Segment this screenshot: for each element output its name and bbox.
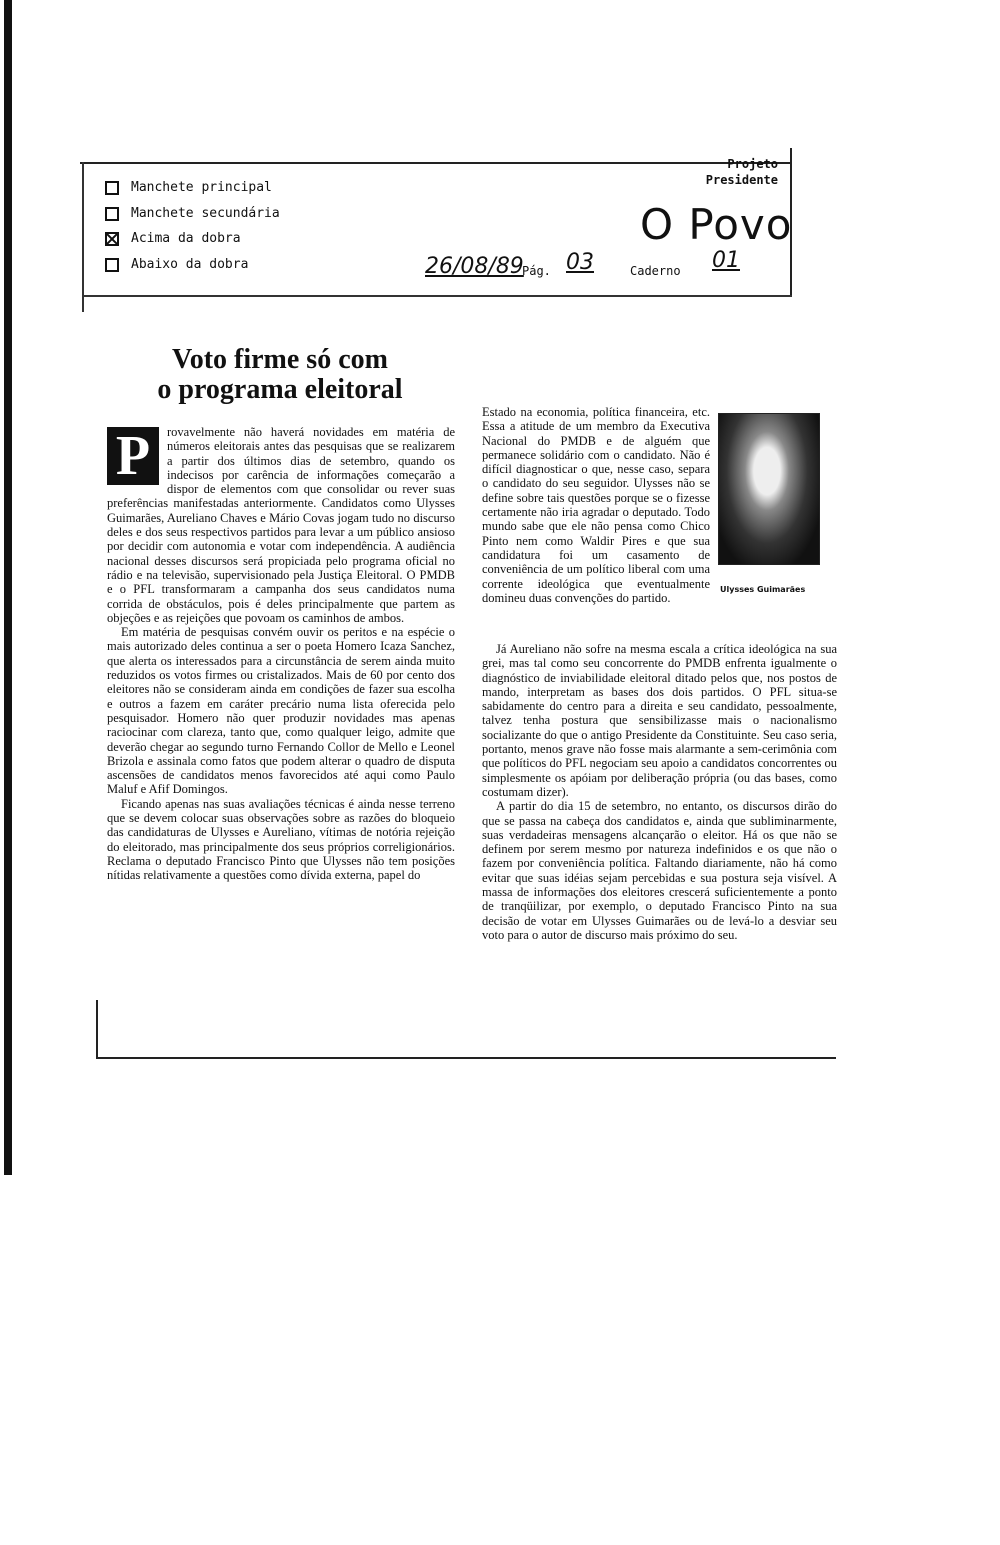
drop-cap: P bbox=[107, 427, 159, 485]
checkbox-icon bbox=[105, 181, 119, 195]
option-manchete-secundaria bbox=[105, 206, 280, 221]
option-acima-da-dobra bbox=[105, 231, 241, 246]
project-line-2: Presidente bbox=[705, 173, 778, 187]
ulysses-photo bbox=[718, 413, 820, 565]
page-label: Pág. bbox=[522, 264, 551, 278]
newspaper-name: O Povo bbox=[640, 200, 793, 249]
paragraph: Ficando apenas nas suas avaliações técnicas é ainda nesse terreno que se devem colocar suas observações sobre as razões do bloqueio das candidaturas de Ulysses e Aureliano, vítimas de notória rejeição do eleitorado, mas principalmente dos seus próprios correligionários. Reclama o deputado Francisco Pinto que Ulysses não tem posições nítidas relativamente a questões como dívida externa, papel do bbox=[107, 796, 455, 883]
project-line-1: Projeto bbox=[727, 157, 778, 171]
page-value: 03 bbox=[566, 250, 594, 275]
option-label: Manchete principal bbox=[131, 180, 272, 195]
stamp-border-left bbox=[82, 162, 84, 312]
option-abaixo-da-dobra bbox=[105, 257, 248, 272]
checked-checkbox-icon bbox=[105, 232, 119, 246]
stamp-border-bottom bbox=[82, 295, 792, 297]
paragraph: A partir do dia 15 de setembro, no entanto, os discursos dirão do que se passa na cabeça dos candidatos e, ainda que subliminarmente, suas verdadeiras mensagens alcançarão o eleitor. Há os que não se definem por serem mesmo por natureza indefinidos e os que não o fazem por conveniência política. Faltando diariamente, não há como evitar que suas idéias sejam percebidas e sua postura seja visível. A massa de informações dos eleitores crescerá suficientemente a ponto de tranqüilizar, por exemplo, o deputado Francisco Pinto na sua decisão de votar em Ulysses Guimarães ou de levá-lo a desviar seu voto para o autor de discurso mais próximo do seu. bbox=[482, 799, 837, 942]
article-column-2-top bbox=[482, 405, 710, 605]
paragraph: Já Aureliano não sofre na mesma escala a crítica ideológica na sua grei, mas tal como seu concorrente do PMDB enfrenta igualmente o diagnóstico de inviabilidade eleitoral ditado pelos que, nos postos de mando, interpretam as bases dos dois partidos. O PFL situa-se sabidamente do centro para a direita e seu candidato, pessoalmente, talvez tenha postura que sensibilizasse mais o nacionalismo socializante do que o antigo Presidente da Constituinte. Seu caso seria, portanto, menos grave não fosse mais alarmante a sem-cerimônia com que políticos do PFL negociam seu apoio a candidatos concorrentes ou simplesmente os apóiam por deliberação própria (ou das bases, como costumam dizer). bbox=[482, 642, 837, 799]
article-column-1 bbox=[107, 425, 455, 883]
paragraph: Em matéria de pesquisas convém ouvir os peritos e na espécie o mais autorizado deles continua a ser o poeta Homero Icaza Sanchez, que alerta os interessados para a circunstância de serem ainda muito reduzidos os votos firmes ou cristalizados. Mais de 60 por cento dos eleitores não se consideram ainda em condições de fazer sua escolha e outros a fazem em caráter precário numa lista oferecida pelo pesquisador. Homero não quer produzir novidades mas apenas raciocinar com clareza, tanto que, como qualquer leigo, admite que deverão chegar ao segundo turno Fernando Collor de Mello e Leonel Brizola e assinala como fatos que podem alterar o quadro de disputa ascensões de candidatos menos favorecidos até aqui como Paulo Maluf e Afif Domingos. bbox=[107, 625, 455, 797]
bottom-rule-vertical bbox=[96, 1000, 98, 1058]
headline-line-1: Voto firme só com bbox=[172, 344, 388, 375]
section-value: 01 bbox=[712, 248, 740, 273]
option-label: Manchete secundária bbox=[131, 206, 280, 221]
option-manchete-principal bbox=[105, 180, 272, 195]
option-label: Abaixo da dobra bbox=[131, 257, 249, 272]
article-column-2 bbox=[482, 642, 837, 942]
article-headline bbox=[135, 345, 425, 405]
section-label: Caderno bbox=[630, 264, 681, 278]
checkbox-icon bbox=[105, 258, 119, 272]
option-label: Acima da dobra bbox=[131, 231, 241, 246]
scan-edge bbox=[4, 0, 12, 1175]
paragraph: rovavelmente não haverá novidades em matéria de números eleitorais antes das pesquisas que se realizarem a partir dos últimos dias de setembro, quando os indecisos por carência de informações começarão a dispor de elementos com que consolidar ou rever suas preferências manifestadas anteriormente. Candidatos como Ulysses Guimarães, Aureliano Chaves e Mário Covas jogam tudo no discurso deles e dos seus respectivos partidos para levar a um público ansioso por decidir com autonomia e votar com independência. A audiência nacional desses discursos será propiciada pelo programa oficial no rádio e na televisão, supervisionado pela Justiça Eleitoral. O PMDB e o PFL transformaram a campanha dos seus candidatos numa corrida de obstáculos, pois é deles principalmente que partem as objeções e as rejeições que povoam os caminhos de ambos. bbox=[107, 425, 455, 625]
project-label bbox=[670, 156, 778, 188]
headline-line-2: o programa eleitoral bbox=[157, 374, 403, 405]
paragraph: Estado na economia, política financeira, etc. Essa a atitude de um membro da Executiva Nacional do PMDB e de alguém que permanece solidário com o candidato. Não é difícil diagnosticar o que, nesse caso, separa o candidato do seu seguidor. Ulysses não se define sobre tais questões porque se o fizesse certamente não iria agradar o deputado. Todo mundo sabe que ele não pensa como Chico Pinto nem como Waldir Pires e que sua candidatura foi um casamento de conveniência de um político liberal com uma corrente ideológica que eventualmente domineu duas convenções do partido. bbox=[482, 405, 710, 605]
photo-caption: Ulysses Guimarães bbox=[720, 585, 806, 594]
bottom-rule bbox=[96, 1057, 836, 1059]
checkbox-icon bbox=[105, 207, 119, 221]
clipping-date: 26/08/89 bbox=[425, 254, 524, 279]
